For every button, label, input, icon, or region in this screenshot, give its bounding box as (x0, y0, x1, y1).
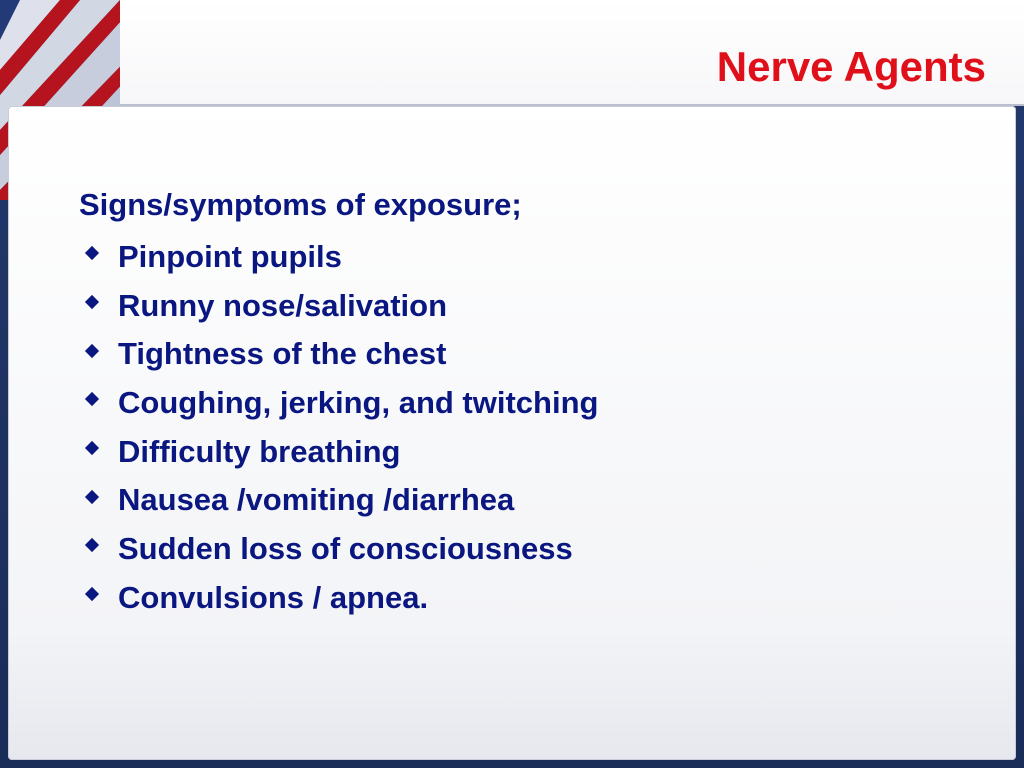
symptom-list (79, 232, 939, 622)
list-item (79, 232, 939, 281)
slide-title: Nerve Agents (716, 43, 986, 90)
slide-content (79, 184, 939, 622)
list-item (79, 524, 939, 573)
list-item-text: Pinpoint pupils (118, 238, 342, 274)
title-band (120, 0, 1024, 106)
list-item (79, 329, 939, 378)
diamond-bullet-icon (85, 441, 99, 455)
list-item-text: Runny nose/salivation (118, 287, 448, 323)
diamond-bullet-icon (85, 246, 99, 260)
lead-text: Signs/symptoms of exposure; (79, 187, 522, 222)
list-item-text: Sudden loss of consciousness (118, 530, 573, 566)
list-item (79, 427, 939, 476)
list-item-text: Nausea /vomiting /diarrhea (118, 482, 515, 518)
diamond-bullet-icon (85, 538, 99, 552)
list-item (79, 475, 939, 524)
diamond-bullet-icon (85, 587, 99, 601)
diamond-bullet-icon (85, 490, 99, 504)
list-item (79, 573, 939, 622)
list-item-text: Tightness of the chest (118, 336, 447, 372)
list-item-text: Difficulty breathing (118, 433, 401, 469)
diamond-bullet-icon (85, 295, 99, 309)
list-item-text: Convulsions / apnea. (118, 579, 429, 615)
list-item (79, 378, 939, 427)
diamond-bullet-icon (85, 392, 99, 406)
diamond-bullet-icon (85, 344, 99, 358)
list-item (79, 281, 939, 330)
list-item-text: Coughing, jerking, and twitching (118, 384, 599, 420)
